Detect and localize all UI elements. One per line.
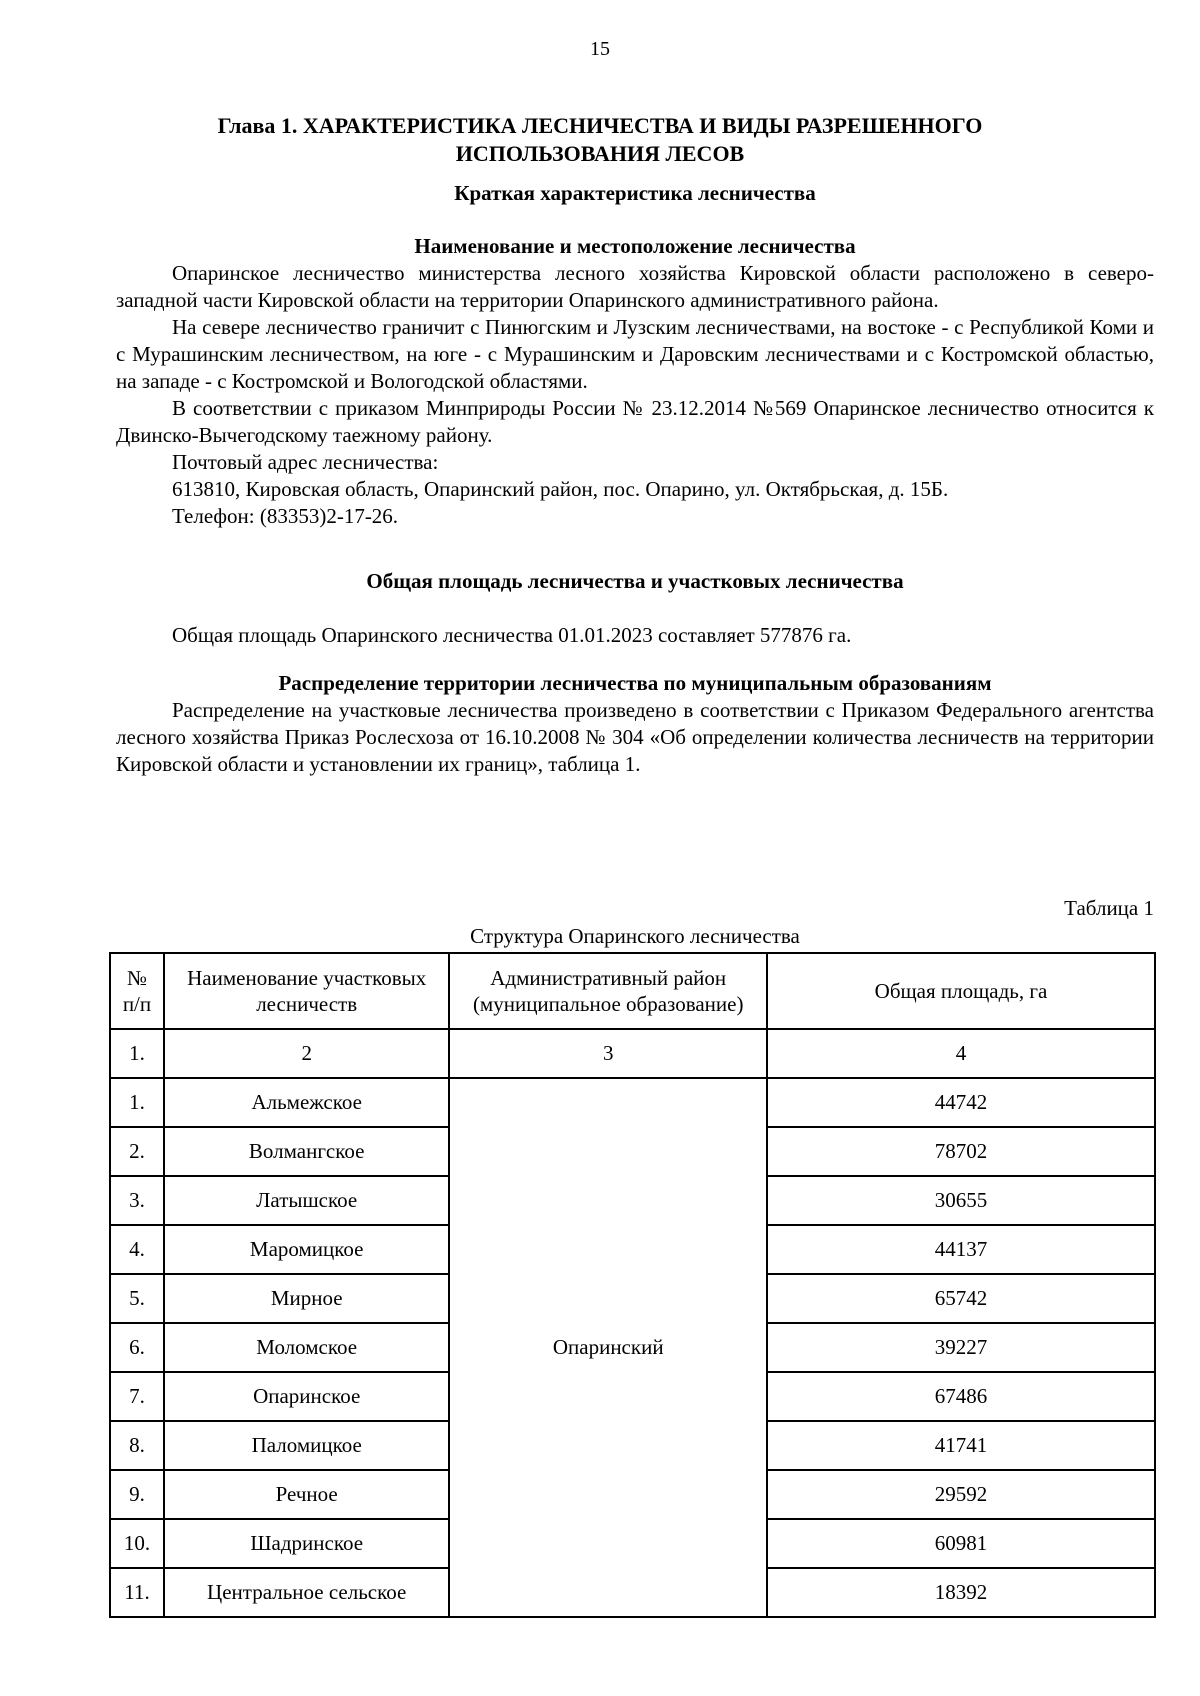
forestry-name: Речное <box>164 1470 450 1519</box>
row-number: 7. <box>110 1372 164 1421</box>
section-heading-total-area: Общая площадь лесничества и участковых лесничества <box>366 569 904 593</box>
paragraph-borders: На севере лесничество граничит с Пинюгским и Лузским лесничествами, на востоке - с Республикой Коми и с Мурашинским лесничеством, на юге - с Мурашинским и Даровским лесничествами и с Костромской областью, на западе - с Костромской и Вологодской областями. <box>116 315 1154 393</box>
header-area: Общая площадь, га <box>767 953 1155 1029</box>
forestry-area: 18392 <box>767 1568 1155 1617</box>
header-number: № п/п <box>110 953 164 1029</box>
forestry-name: Латышское <box>164 1176 450 1225</box>
row-number: 5. <box>110 1274 164 1323</box>
forestry-area: 44137 <box>767 1225 1155 1274</box>
paragraph-order: В соответствии с приказом Минприроды России № 23.12.2014 №569 Опаринское лесничество относится к Двинско-Вычегодскому таежному району. <box>116 396 1154 447</box>
paragraph-location: Опаринское лесничество министерства лесного хозяйства Кировской области расположено в северо-западной части Кировской области на территории Опаринского административного района. <box>116 261 1154 312</box>
paragraph-distribution: Распределение на участковые лесничества произведено в соответствии с Приказом Федерального агентства лесного хозяйства Приказ Рослесхоза от 16.10.2008 № 304 «Об определении количества лесничеств на территории Кировской области и установлении их границ», таблица 1. <box>116 698 1154 776</box>
forestry-name: Мирное <box>164 1274 450 1323</box>
row-number: 3. <box>110 1176 164 1225</box>
forestry-name: Моломское <box>164 1323 450 1372</box>
row-number: 11. <box>110 1568 164 1617</box>
page-number: 15 <box>590 38 610 60</box>
forestry-name: Паломицкое <box>164 1421 450 1470</box>
postal-label: Почтовый адрес лесничества: <box>172 450 439 474</box>
row-number: 10. <box>110 1519 164 1568</box>
forestry-name: Опаринское <box>164 1372 450 1421</box>
header-forestry-name: Наименование участковых лесничеств <box>164 953 450 1029</box>
table-caption: Структура Опаринского лесничества <box>470 924 800 948</box>
column-number-row <box>110 1029 1155 1078</box>
forestry-area: 65742 <box>767 1274 1155 1323</box>
forestry-name: Маромицкое <box>164 1225 450 1274</box>
forestry-area: 39227 <box>767 1323 1155 1372</box>
section-heading-name-location: Наименование и местоположение лесничества <box>414 234 856 258</box>
forestry-area: 44742 <box>767 1078 1155 1127</box>
district-cell: Опаринский <box>449 1078 767 1617</box>
header-district: Административный район (муниципальное образование) <box>449 953 767 1029</box>
forestry-name: Шадринское <box>164 1519 450 1568</box>
forestry-area: 41741 <box>767 1421 1155 1470</box>
forestry-structure-table <box>109 952 1156 1618</box>
section-heading-distribution: Распределение территории лесничества по муниципальным образованиям <box>278 671 992 695</box>
row-number: 4. <box>110 1225 164 1274</box>
column-number: 3 <box>449 1029 767 1078</box>
column-number: 2 <box>164 1029 450 1078</box>
forestry-area: 60981 <box>767 1519 1155 1568</box>
row-number: 6. <box>110 1323 164 1372</box>
chapter-title <box>160 112 1040 168</box>
phone: Телефон: (83353)2-17-26. <box>172 504 399 528</box>
row-number: 8. <box>110 1421 164 1470</box>
chapter-title-line: ИСПОЛЬЗОВАНИЯ ЛЕСОВ <box>455 141 745 166</box>
forestry-name: Альмежское <box>164 1078 450 1127</box>
forestry-area: 67486 <box>767 1372 1155 1421</box>
row-number: 1. <box>110 1078 164 1127</box>
location-block <box>116 260 1154 530</box>
postal-address: 613810, Кировская область, Опаринский район, пос. Опарино, ул. Октябрьская, д. 15Б. <box>172 477 949 501</box>
column-number: 4 <box>767 1029 1155 1078</box>
paragraph-total-area: Общая площадь Опаринского лесничества 01.01.2023 составляет 577876 га. <box>172 623 852 647</box>
table-number: Таблица 1 <box>1064 896 1154 920</box>
section-heading-brief: Краткая характеристика лесничества <box>454 181 816 205</box>
forestry-name: Центральное сельское <box>164 1568 450 1617</box>
total-area-block <box>116 622 1154 649</box>
forestry-area: 30655 <box>767 1176 1155 1225</box>
column-number: 1. <box>110 1029 164 1078</box>
distribution-block <box>116 697 1154 778</box>
chapter-title-line: Глава 1. ХАРАКТЕРИСТИКА ЛЕСНИЧЕСТВА И ВИДЫ РАЗРЕШЕННОГО <box>217 113 983 138</box>
forestry-area: 29592 <box>767 1470 1155 1519</box>
row-number: 2. <box>110 1127 164 1176</box>
table-row <box>110 1078 1155 1127</box>
forestry-name: Волмангское <box>164 1127 450 1176</box>
forestry-area: 78702 <box>767 1127 1155 1176</box>
row-number: 9. <box>110 1470 164 1519</box>
